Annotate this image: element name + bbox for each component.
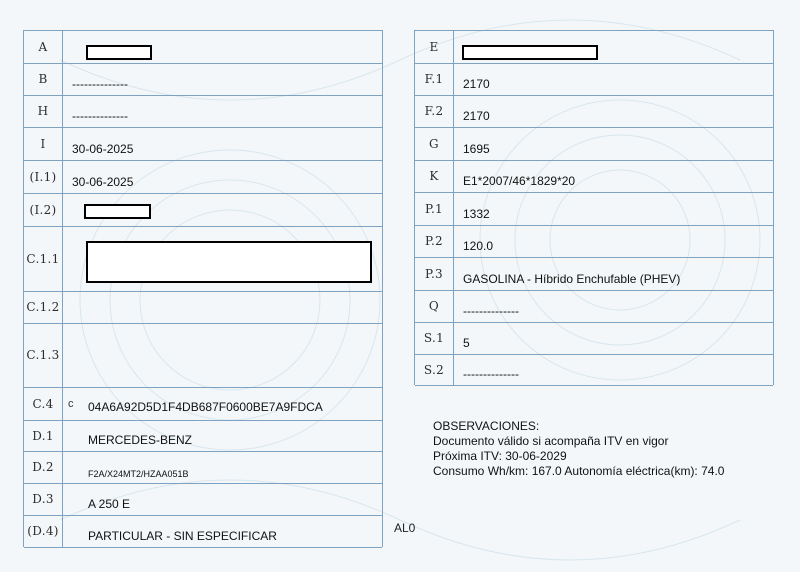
field-label: F.1: [415, 63, 454, 95]
field-label: D.2: [24, 451, 63, 483]
redacted-box: [84, 204, 151, 219]
field-row-p3: [415, 257, 773, 291]
field-row-d1: [24, 420, 382, 452]
field-label: S.1: [415, 322, 454, 354]
field-row-e: [415, 31, 773, 64]
field-value: --------------: [463, 367, 519, 381]
field-sublabel: c: [68, 398, 74, 410]
field-label: D.1: [24, 420, 63, 451]
field-label: (I.1): [24, 160, 63, 193]
field-value: 30-06-2025: [72, 175, 134, 189]
field-label: Q: [415, 290, 454, 322]
footer-code: AL0: [394, 521, 416, 535]
field-label: F.2: [415, 95, 454, 127]
field-label: A: [24, 31, 63, 63]
field-label: B: [24, 63, 63, 95]
field-value: 1695: [463, 142, 490, 156]
field-label: C.1.1: [24, 226, 63, 291]
redacted-box: [86, 45, 152, 60]
field-label: D.3: [24, 483, 63, 515]
field-label: E: [415, 31, 454, 63]
field-row-a: [24, 31, 382, 64]
field-label: P.2: [415, 225, 454, 257]
field-value: PARTICULAR - SIN ESPECIFICAR: [88, 529, 277, 543]
field-value: --------------: [72, 109, 128, 123]
field-label: G: [415, 127, 454, 160]
field-value: 30-06-2025: [72, 142, 134, 156]
field-row-c11: [24, 226, 382, 292]
observations-line: Documento válido si acompaña ITV en vigor: [433, 434, 669, 448]
field-row-f1: [415, 63, 773, 96]
field-value: 2170: [463, 109, 490, 123]
observations-line: Próxima ITV: 30-06-2029: [433, 449, 567, 463]
field-row-h: [24, 95, 382, 128]
field-value: 2170: [463, 77, 490, 91]
field-row-i1: [24, 160, 382, 194]
field-row-g: [415, 127, 773, 161]
field-value: 120.0: [463, 239, 494, 253]
field-row-i: [24, 127, 382, 161]
observations-block: [433, 419, 724, 479]
field-row-p1: [415, 192, 773, 226]
field-label: K: [415, 160, 454, 192]
field-label: C.1.3: [24, 323, 63, 387]
field-label: P.1: [415, 192, 454, 225]
field-value: E1*2007/46*1829*20: [463, 174, 576, 188]
field-row-c4: [24, 387, 382, 421]
field-value: 5: [463, 336, 470, 350]
field-label: C.4: [24, 387, 63, 420]
field-label: (D.4): [24, 515, 63, 547]
field-value: F2A/X24MT2/HZAA051B: [88, 469, 189, 479]
field-value: 1332: [463, 207, 490, 221]
field-row-s1: [415, 322, 773, 355]
field-label: I: [24, 127, 63, 160]
field-label: S.2: [415, 354, 454, 385]
field-label: H: [24, 95, 63, 127]
field-row-s2: [415, 354, 773, 386]
field-row-d3: [24, 483, 382, 516]
redacted-box: [462, 45, 598, 60]
field-row-f2: [415, 95, 773, 128]
field-value: --------------: [463, 304, 519, 318]
right-field-table: [414, 30, 774, 385]
field-value: A 250 E: [88, 497, 131, 511]
field-label: (I.2): [24, 193, 63, 226]
field-row-d2: [24, 451, 382, 484]
field-value: 04A6A92D5D1F4DB687F0600BE7A9FDCA: [88, 399, 323, 414]
field-row-b: [24, 63, 382, 96]
redacted-box: [86, 241, 372, 283]
field-row-q: [415, 290, 773, 323]
field-value: GASOLINA - Híbrido Enchufable (PHEV): [463, 272, 681, 286]
field-row-i2: [24, 193, 382, 227]
field-row-c12: [24, 291, 382, 324]
field-label: P.3: [415, 257, 454, 290]
observations-title: OBSERVACIONES:: [433, 419, 540, 433]
field-label: C.1.2: [24, 291, 63, 323]
field-row-k: [415, 160, 773, 193]
field-row-c13: [24, 323, 382, 388]
left-field-table: [23, 30, 383, 547]
field-value: MERCEDES-BENZ: [88, 433, 193, 447]
observations-line: Consumo Wh/km: 167.0 Autonomía eléctrica(km): 74.0: [433, 464, 725, 478]
field-row-d4: [24, 515, 382, 548]
field-value: --------------: [72, 77, 128, 91]
field-row-p2: [415, 225, 773, 258]
